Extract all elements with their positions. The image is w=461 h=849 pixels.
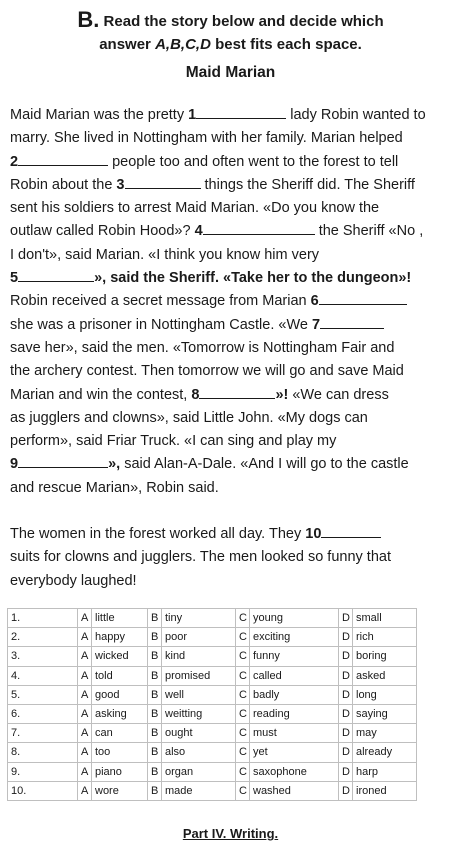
task-letter: B.	[77, 7, 100, 32]
task-instruction-letters: A,B,C,D	[155, 36, 211, 53]
option-letter: A	[78, 609, 92, 628]
bold-text-segment: »,	[108, 456, 121, 473]
story-line	[10, 546, 458, 569]
option-a: asking	[92, 704, 148, 723]
option-letter: C	[236, 724, 250, 743]
option-letter: B	[148, 724, 162, 743]
option-row	[8, 685, 417, 704]
question-number: 9.	[8, 762, 78, 781]
option-d: boring	[353, 647, 417, 666]
option-c: young	[250, 609, 339, 628]
option-letter: A	[78, 704, 92, 723]
option-letter: D	[339, 743, 353, 762]
option-letter: D	[339, 724, 353, 743]
option-letter: B	[148, 609, 162, 628]
option-c: called	[250, 666, 339, 685]
task-heading	[0, 8, 461, 56]
gap-blank[interactable]	[18, 269, 94, 282]
option-d: small	[353, 609, 417, 628]
question-number: 4.	[8, 666, 78, 685]
gap-blank[interactable]	[18, 153, 108, 166]
option-row	[8, 724, 417, 743]
option-letter: C	[236, 743, 250, 762]
story-line	[10, 337, 458, 360]
option-b: tiny	[162, 609, 236, 628]
story-text-segment: the archery contest. Then tomorrow we will go and save Maid	[10, 363, 404, 380]
option-c: saxophone	[250, 762, 339, 781]
option-letter: B	[148, 762, 162, 781]
story-text-segment: «We can dress	[288, 386, 389, 403]
option-letter: A	[78, 628, 92, 647]
option-letter: C	[236, 781, 250, 800]
option-c: yet	[250, 743, 339, 762]
option-d: may	[353, 724, 417, 743]
story-text-segment: I don't», said Marian. «I think you know him very	[10, 246, 320, 263]
gap-blank[interactable]	[199, 386, 275, 399]
option-a: wore	[92, 781, 148, 800]
option-row	[8, 743, 417, 762]
gap-number: 3	[116, 176, 125, 193]
story-text-segment: suits for clowns and jugglers. The men looked so funny that	[10, 549, 391, 566]
option-b: kind	[162, 647, 236, 666]
gap-blank[interactable]	[125, 176, 201, 189]
question-number: 3.	[8, 647, 78, 666]
gap-blank[interactable]	[321, 525, 381, 538]
gap-number: 6	[310, 293, 319, 310]
gap-blank[interactable]	[319, 292, 407, 305]
option-letter: B	[148, 647, 162, 666]
option-c: washed	[250, 781, 339, 800]
story-text-segment: sent his soldiers to arrest Maid Marian. «Do you know the	[10, 200, 380, 217]
option-letter: D	[339, 685, 353, 704]
story-text-segment: the Sheriff «No ,	[314, 223, 424, 240]
task-instruction-2a: answer	[99, 36, 156, 53]
option-letter: D	[339, 666, 353, 685]
option-a: good	[92, 685, 148, 704]
option-c: funny	[250, 647, 339, 666]
gap-number: 5	[10, 270, 19, 287]
option-letter: B	[148, 666, 162, 685]
option-c: must	[250, 724, 339, 743]
option-letter: C	[236, 685, 250, 704]
option-letter: B	[148, 685, 162, 704]
option-letter: A	[78, 762, 92, 781]
story-text-segment: Robin received a secret message from Marian	[10, 293, 311, 310]
gap-blank[interactable]	[196, 106, 286, 119]
story-text-segment: Marian and win the contest,	[10, 386, 192, 403]
option-a: happy	[92, 628, 148, 647]
story-line	[10, 267, 458, 290]
option-letter: A	[78, 685, 92, 704]
gap-blank[interactable]	[18, 455, 108, 468]
story-text-segment: people too and often went to the forest to tell	[108, 153, 399, 170]
option-a: too	[92, 743, 148, 762]
gap-blank[interactable]	[320, 316, 384, 329]
story-text-segment: she was a prisoner in Nottingham Castle. «We	[10, 316, 312, 333]
option-row	[8, 647, 417, 666]
options-table	[7, 608, 417, 801]
story-line	[10, 430, 458, 453]
story-line	[10, 220, 458, 243]
option-a: told	[92, 666, 148, 685]
story-line	[10, 477, 458, 500]
story-line	[10, 290, 458, 313]
story-text-segment: perform», said Friar Truck. «I can sing and play my	[10, 433, 337, 450]
story-line	[10, 197, 458, 220]
story-text-segment: outlaw called Robin Hood»?	[10, 223, 195, 240]
story-line	[10, 104, 458, 127]
story-text-segment: The women in the forest worked all day. They	[10, 526, 306, 542]
story-title: Maid Marian	[185, 64, 276, 81]
option-row	[8, 666, 417, 685]
option-letter: C	[236, 647, 250, 666]
story-text-segment: Robin about the	[10, 176, 117, 193]
gap-number: 8	[191, 386, 200, 403]
option-letter: D	[339, 609, 353, 628]
task-heading-line1	[0, 8, 461, 33]
story-text-segment: and rescue Marian», Robin said.	[10, 479, 219, 496]
option-d: rich	[353, 628, 417, 647]
story-text-segment: said Alan-A-Dale. «And I will go to the castle	[120, 456, 409, 473]
option-d: harp	[353, 762, 417, 781]
gap-number: 1	[188, 107, 197, 123]
story-line	[10, 407, 458, 430]
option-d: saying	[353, 704, 417, 723]
option-letter: D	[339, 647, 353, 666]
option-b: well	[162, 685, 236, 704]
option-b: organ	[162, 762, 236, 781]
story-line	[10, 570, 458, 593]
option-letter: D	[339, 762, 353, 781]
bold-text-segment: »!	[275, 386, 289, 403]
gap-blank[interactable]	[203, 222, 315, 235]
story-line	[10, 453, 458, 476]
story-text-segment: as jugglers and clowns», said Little John. «My dogs can	[10, 409, 368, 426]
option-letter: A	[78, 647, 92, 666]
option-b: promised	[162, 666, 236, 685]
option-c: exciting	[250, 628, 339, 647]
option-letter: A	[78, 743, 92, 762]
story-text-segment: marry. She lived in Nottingham with her family. Marian helped	[10, 130, 403, 147]
gap-number: 7	[311, 316, 321, 333]
option-row	[8, 704, 417, 723]
option-letter: A	[78, 724, 92, 743]
option-letter: C	[236, 628, 250, 647]
gap-number: 10	[305, 526, 322, 542]
story-line	[10, 151, 458, 174]
story-text-segment: lady Robin wanted to	[286, 107, 426, 123]
story-text	[10, 104, 458, 500]
option-d: long	[353, 685, 417, 704]
option-row	[8, 781, 417, 800]
option-c: reading	[250, 704, 339, 723]
option-letter: C	[236, 704, 250, 723]
task-instruction-2b: best fits each space.	[210, 36, 362, 53]
option-b: ought	[162, 724, 236, 743]
option-letter: D	[339, 628, 353, 647]
story-text-continued	[10, 523, 458, 593]
option-letter: D	[339, 781, 353, 800]
story-line	[10, 523, 458, 546]
option-letter: B	[148, 628, 162, 647]
question-number: 5.	[8, 685, 78, 704]
gap-number: 4	[194, 223, 203, 240]
question-number: 7.	[8, 724, 78, 743]
story-line	[10, 314, 458, 337]
option-letter: B	[148, 781, 162, 800]
option-b: also	[162, 743, 236, 762]
option-letter: C	[236, 666, 250, 685]
option-a: little	[92, 609, 148, 628]
option-d: asked	[353, 666, 417, 685]
option-c: badly	[250, 685, 339, 704]
option-row	[8, 628, 417, 647]
question-number: 10.	[8, 781, 78, 800]
option-letter: C	[236, 762, 250, 781]
option-letter: B	[148, 704, 162, 723]
story-line	[10, 127, 458, 150]
part-heading: Part IV. Writing.	[182, 826, 279, 841]
option-letter: C	[236, 609, 250, 628]
question-number: 8.	[8, 743, 78, 762]
story-text-segment: Maid Marian was the pretty	[10, 107, 189, 123]
option-b: poor	[162, 628, 236, 647]
story-line	[10, 244, 458, 267]
option-d: ironed	[353, 781, 417, 800]
option-a: can	[92, 724, 148, 743]
option-b: weitting	[162, 704, 236, 723]
question-number: 1.	[8, 609, 78, 628]
option-b: made	[162, 781, 236, 800]
question-number: 2.	[8, 628, 78, 647]
story-text-segment: everybody laughed!	[10, 572, 137, 589]
option-row	[8, 609, 417, 628]
option-a: wicked	[92, 647, 148, 666]
story-text-segment: save her», said the men. «Tomorrow is Nottingham Fair and	[10, 339, 395, 356]
bold-text-segment: », said the Sheriff. «Take her to the dungeon»!	[94, 270, 412, 287]
story-line	[10, 360, 458, 383]
gap-number: 9	[10, 456, 19, 473]
gap-number: 2	[10, 153, 19, 170]
story-text-segment: things the Sheriff did. The Sheriff	[200, 176, 415, 193]
option-letter: D	[339, 704, 353, 723]
option-row	[8, 762, 417, 781]
story-line	[10, 174, 458, 197]
question-number: 6.	[8, 704, 78, 723]
option-letter: B	[148, 743, 162, 762]
option-a: piano	[92, 762, 148, 781]
task-heading-line2	[0, 33, 461, 56]
task-instruction-1: Read the story below and decide which	[103, 13, 384, 30]
option-d: already	[353, 743, 417, 762]
option-letter: A	[78, 781, 92, 800]
story-line	[10, 384, 458, 407]
option-letter: A	[78, 666, 92, 685]
